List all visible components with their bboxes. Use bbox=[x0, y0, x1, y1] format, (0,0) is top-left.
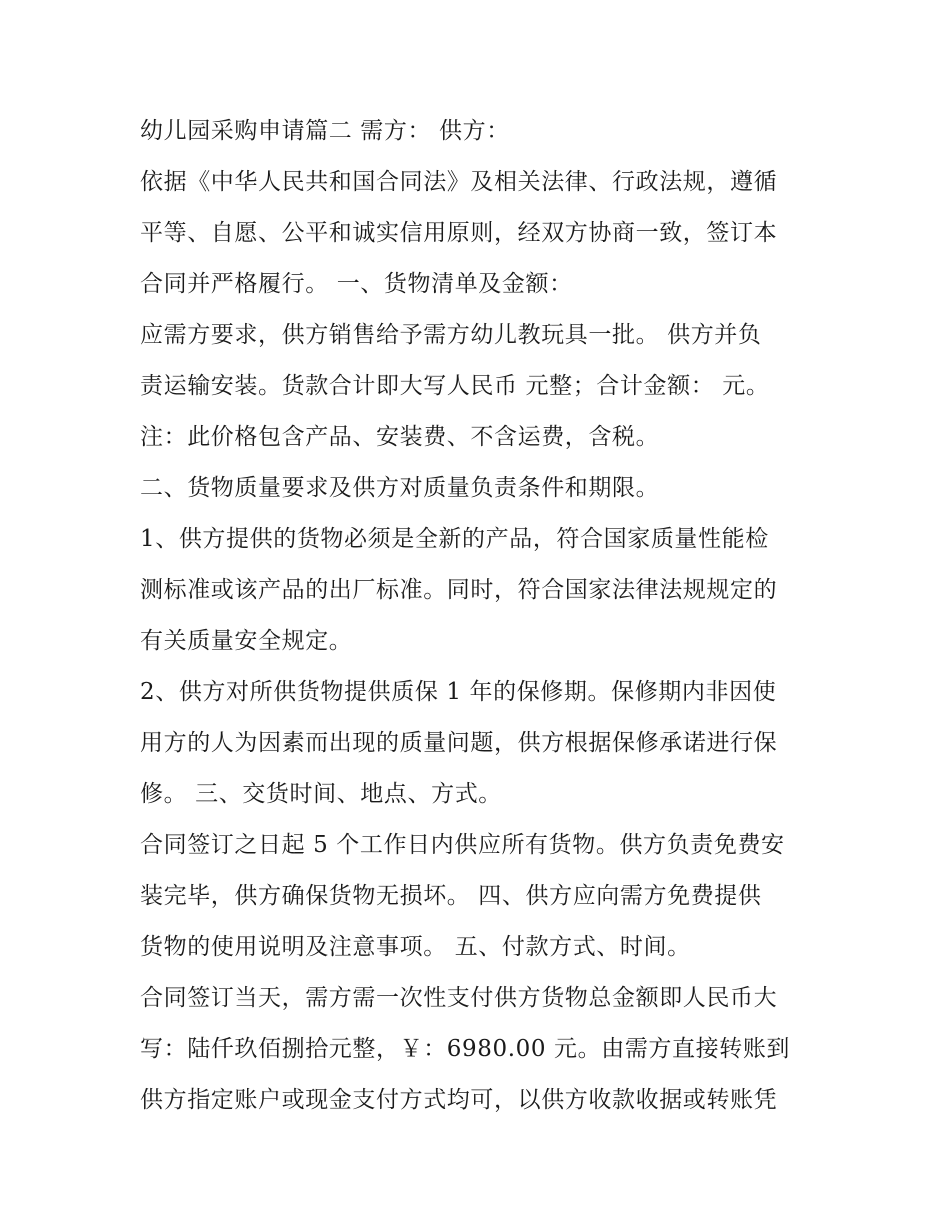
text-line: 合同并严格履行。 一、货物清单及金额： bbox=[140, 271, 573, 297]
text-line: 责运输安装。货款合计即大写人民币 元整；合计金额： 元。 bbox=[140, 373, 770, 399]
text-line: 依据《中华人民共和国合同法》及相关法律、行政法规，遵循 bbox=[140, 169, 778, 195]
text-line: 供方指定账户或现金支付方式均可，以供方收款收据或转账凭 bbox=[140, 1087, 778, 1113]
text-line: 二、货物质量要求及供方对质量负责条件和期限。 bbox=[140, 475, 660, 501]
text-line: 用方的人为因素而出现的质量问题，供方根据保修承诺进行保 bbox=[140, 730, 778, 756]
text-line: 应需方要求，供方销售给予需方幼儿教玩具一批。 供方并负 bbox=[140, 322, 762, 348]
text-line: 幼儿园采购申请篇二 需方： 供方： bbox=[140, 118, 510, 144]
text-line: 注：此价格包含产品、安装费、不含运费，含税。 bbox=[140, 424, 660, 450]
text-line: 装完毕，供方确保货物无损坏。 四、供方应向需方免费提供 bbox=[140, 883, 762, 909]
text-line: 修。 三、交货时间、地点、方式。 bbox=[140, 781, 502, 807]
text-line: 1、供方提供的货物必须是全新的产品，符合国家质量性能检 bbox=[140, 526, 769, 552]
text-line: 2、供方对所供货物提供质保 1 年的保修期。保修期内非因使 bbox=[140, 679, 777, 705]
text-line: 平等、自愿、公平和诚实信用原则，经双方协商一致，签订本 bbox=[140, 220, 778, 246]
document-page bbox=[140, 106, 820, 1126]
text-line: 测标准或该产品的出厂标准。同时，符合国家法律法规规定的 bbox=[140, 577, 778, 603]
text-line: 合同签订当天，需方需一次性支付供方货物总金额即人民币大 bbox=[140, 985, 778, 1011]
text-line: 写：陆仟玖佰捌拾元整，￥：6980.00 元。由需方直接转账到 bbox=[140, 1036, 791, 1062]
text-line: 有关质量安全规定。 bbox=[140, 628, 353, 654]
text-line: 合同签订之日起 5 个工作日内供应所有货物。供方负责免费安 bbox=[140, 832, 785, 858]
text-line: 货物的使用说明及注意事项。 五、付款方式、时间。 bbox=[140, 934, 691, 960]
